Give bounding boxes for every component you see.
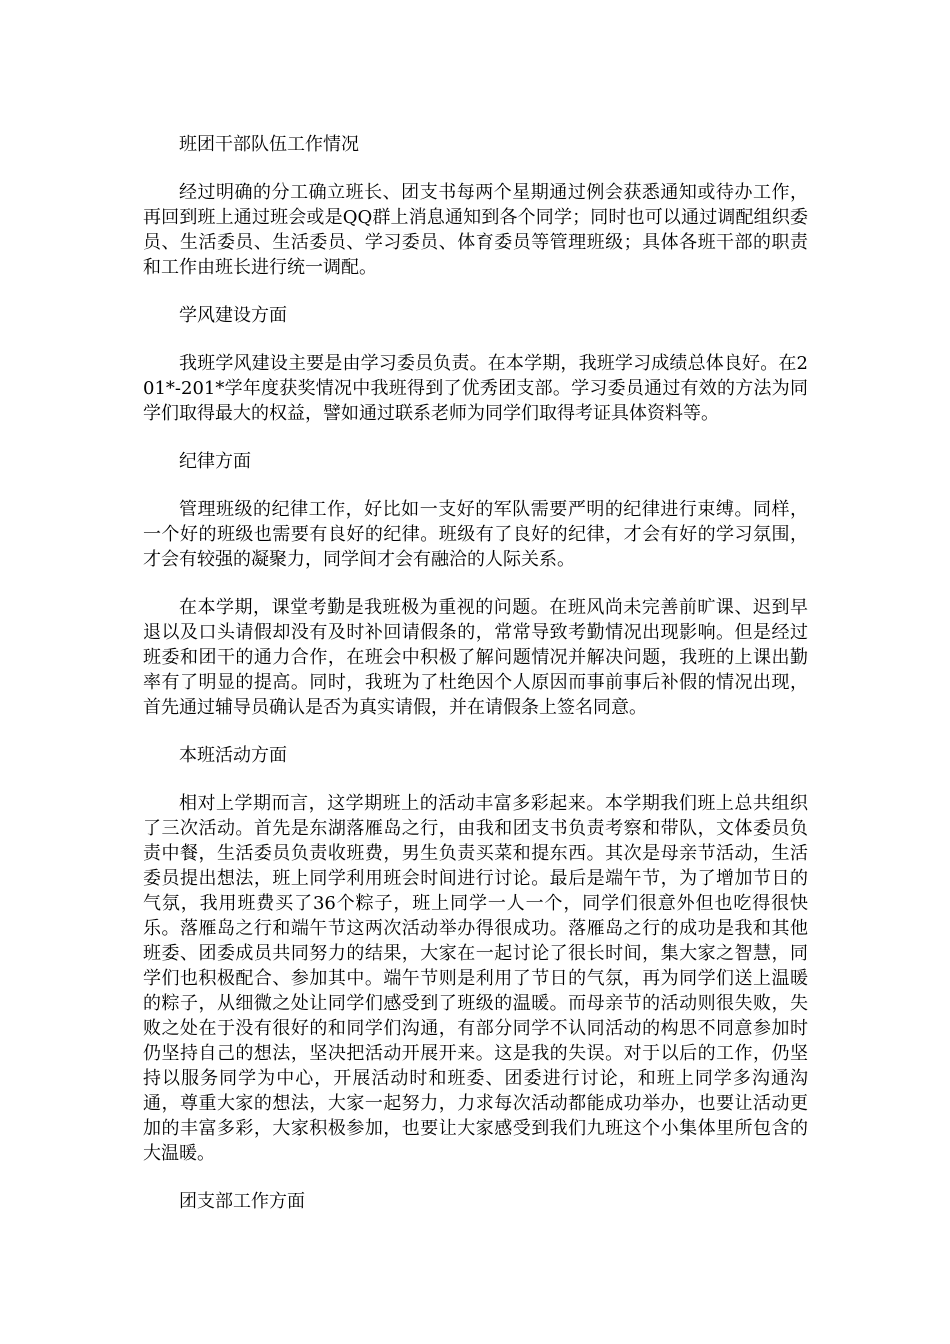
document-body <box>143 132 808 1237</box>
paragraph-cadres: 经过明确的分工确立班长、团支书每两个星期通过例会获悉通知或待办工作，再回到班上通过班会或是QQ群上消息通知到各个同学；同时也可以通过调配组织委员、生活委员、生活委员、学习委员、体育委员等管理班级；具体各班干部的职责和工作由班长进行统一调配。 <box>143 182 808 278</box>
section-heading-league-branch: 团支部工作方面 <box>179 1191 305 1212</box>
section-heading-cadres: 班团干部队伍工作情况 <box>179 134 359 155</box>
paragraph-discipline-2: 在本学期，课堂考勤是我班极为重视的问题。在班风尚未完善前旷课、迟到早退以及口头请假却没有及时补回请假条的，常常导致考勤情况出现影响。但是经过班委和团干的通力合作，在班会中积极了解问题情况并解决问题，我班的上课出勤率有了明显的提高。同时，我班为了杜绝因个人原因而事前事后补假的情况出现，首先通过辅导员确认是否为真实请假，并在请假条上签名同意。 <box>143 597 808 718</box>
section-heading-discipline: 纪律方面 <box>179 451 251 472</box>
paragraph-activities: 相对上学期而言，这学期班上的活动丰富多彩起来。本学期我们班上总共组织了三次活动。首先是东湖落雁岛之行，由我和团支书负责考察和带队，文体委员负责中餐，生活委员负责收班费，男生负责买菜和提东西。其次是母亲节活动，生活委员提出想法，班上同学利用班会时间进行讨论。最后是端午节，为了增加节日的气氛，我用班费买了36个粽子，班上同学一人一个，同学们很意外但也吃得很快乐。落雁岛之行和端午节这两次活动举办得很成功。落雁岛之行的成功是我和其他班委、团委成员共同努力的结果，大家在一起讨论了很长时间，集大家之智慧，同学们也积极配合、参加其中。端午节则是利用了节日的气氛，再为同学们送上温暖的粽子，从细微之处让同学们感受到了班级的温暖。而母亲节的活动则很失败，失败之处在于没有很好的和同学们沟通，有部分同学不认同活动的构思不同意参加时仍坚持自己的想法，坚决把活动开展开来。这是我的失误。对于以后的工作，仍坚持以服务同学为中心，开展活动时和班委、团委进行讨论，和班上同学多沟通沟通，尊重大家的想法，大家一起努力，力求每次活动都能成功举办，也要让活动更加的丰富多彩，大家积极参加，也要让大家感受到我们九班这个小集体里所包含的大温暖。 <box>143 793 808 1164</box>
section-heading-study: 学风建设方面 <box>179 305 287 326</box>
section-heading-activities: 本班活动方面 <box>179 745 287 766</box>
paragraph-discipline-1: 管理班级的纪律工作，好比如一支好的军队需要严明的纪律进行束缚。同样，一个好的班级也需要有良好的纪律。班级有了良好的纪律，才会有好的学习氛围，才会有较强的凝聚力，同学间才会有融洽的人际关系。 <box>143 499 808 570</box>
paragraph-study: 我班学风建设主要是由学习委员负责。在本学期，我班学习成绩总体良好。在201*-201*学年度获奖情况中我班得到了优秀团支部。学习委员通过有效的方法为同学们取得最大的权益，譬如通过联系老师为同学们取得考证具体资料等。 <box>143 353 808 424</box>
